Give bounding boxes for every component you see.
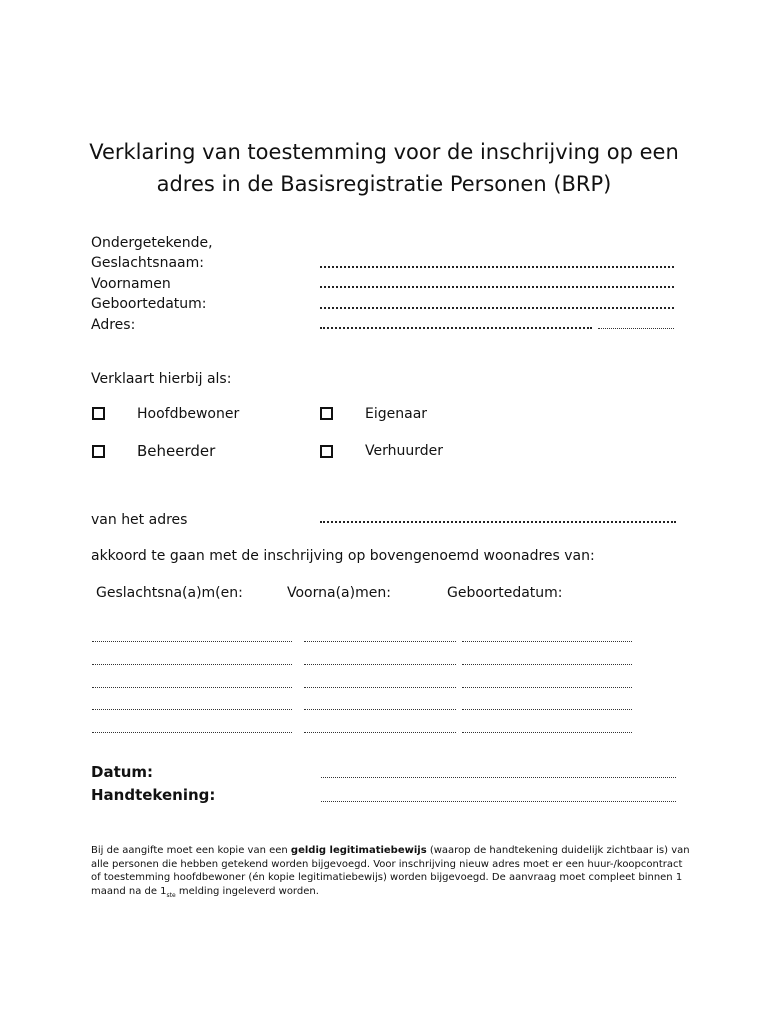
date-label: Datum:	[91, 763, 154, 781]
footnote-part-3: melding ingeleverd worden.	[175, 885, 319, 897]
hoofdbewoner-checkbox[interactable]	[92, 407, 105, 420]
row-2-surname[interactable]	[92, 664, 292, 665]
title-line-2: adres in de Basisregistratie Personen (BRP)	[156, 172, 612, 196]
address-field[interactable]	[320, 327, 592, 329]
row-3-firstnames[interactable]	[304, 687, 456, 688]
row-3-surname[interactable]	[92, 687, 292, 688]
firstnames-label: Voornamen	[91, 276, 171, 292]
row-2-birthdate[interactable]	[462, 664, 632, 665]
eigenaar-label: Eigenaar	[365, 406, 428, 422]
column-surname: Geslachtsna(a)m(en:	[96, 585, 243, 601]
row-1-birthdate[interactable]	[462, 641, 632, 642]
row-5-surname[interactable]	[92, 732, 292, 733]
address-label: Adres:	[91, 317, 136, 333]
row-4-birthdate[interactable]	[462, 709, 632, 710]
column-firstnames: Voorna(a)men:	[287, 585, 391, 601]
hoofdbewoner-label: Hoofdbewoner	[137, 406, 240, 422]
verhuurder-label: Verhuurder	[365, 443, 443, 459]
verhuurder-checkbox[interactable]	[320, 445, 333, 458]
footnote-sup: ste	[166, 891, 176, 899]
beheerder-checkbox[interactable]	[92, 445, 105, 458]
signature-field[interactable]	[321, 801, 676, 802]
surname-label: Geslachtsnaam:	[91, 255, 204, 271]
title-line-1: Verklaring van toestemming voor de inschrijving op een	[89, 140, 679, 164]
footnote-part-1: Bij de aangifte moet een kopie van een	[91, 845, 291, 856]
eigenaar-checkbox[interactable]	[320, 407, 333, 420]
van-het-adres-field[interactable]	[320, 521, 676, 523]
footnote-part-2: (waarop de handtekening duidelijk zichtbaar is) van alle personen die hebben getekend worden bijgevoegd. Voor inschrijving nieuw adres moet er een huur-/koopcontract of toestemming hoofdbewoner (én kopie legitimatiebewijs) worden bijgevoegd. De aanvraag moet compleet binnen 1 maand na de 1	[91, 845, 690, 897]
row-1-surname[interactable]	[92, 641, 292, 642]
row-5-birthdate[interactable]	[462, 732, 632, 733]
footnote	[91, 844, 691, 902]
surname-field[interactable]	[320, 266, 674, 268]
date-field[interactable]	[321, 777, 676, 778]
footnote-bold: geldig legitimatiebewijs	[290, 845, 427, 856]
firstnames-field[interactable]	[320, 286, 674, 288]
agree-text: akkoord te gaan met de inschrijving op bovengenoemd woonadres van:	[91, 548, 595, 564]
declare-intro: Verklaart hierbij als:	[91, 371, 232, 387]
signature-label: Handtekening:	[91, 786, 216, 804]
intro-text: Ondergetekende,	[91, 235, 213, 251]
document-title	[0, 136, 768, 200]
address-field-extra[interactable]	[598, 328, 674, 329]
row-1-firstnames[interactable]	[304, 641, 456, 642]
row-2-firstnames[interactable]	[304, 664, 456, 665]
birthdate-label: Geboortedatum:	[91, 296, 207, 312]
row-5-firstnames[interactable]	[304, 732, 456, 733]
van-het-adres-label: van het adres	[91, 512, 188, 528]
beheerder-label: Beheerder	[137, 442, 216, 460]
birthdate-field[interactable]	[320, 307, 674, 309]
row-4-surname[interactable]	[92, 709, 292, 710]
row-3-birthdate[interactable]	[462, 687, 632, 688]
column-birthdate: Geboortedatum:	[447, 585, 563, 601]
row-4-firstnames[interactable]	[304, 709, 456, 710]
